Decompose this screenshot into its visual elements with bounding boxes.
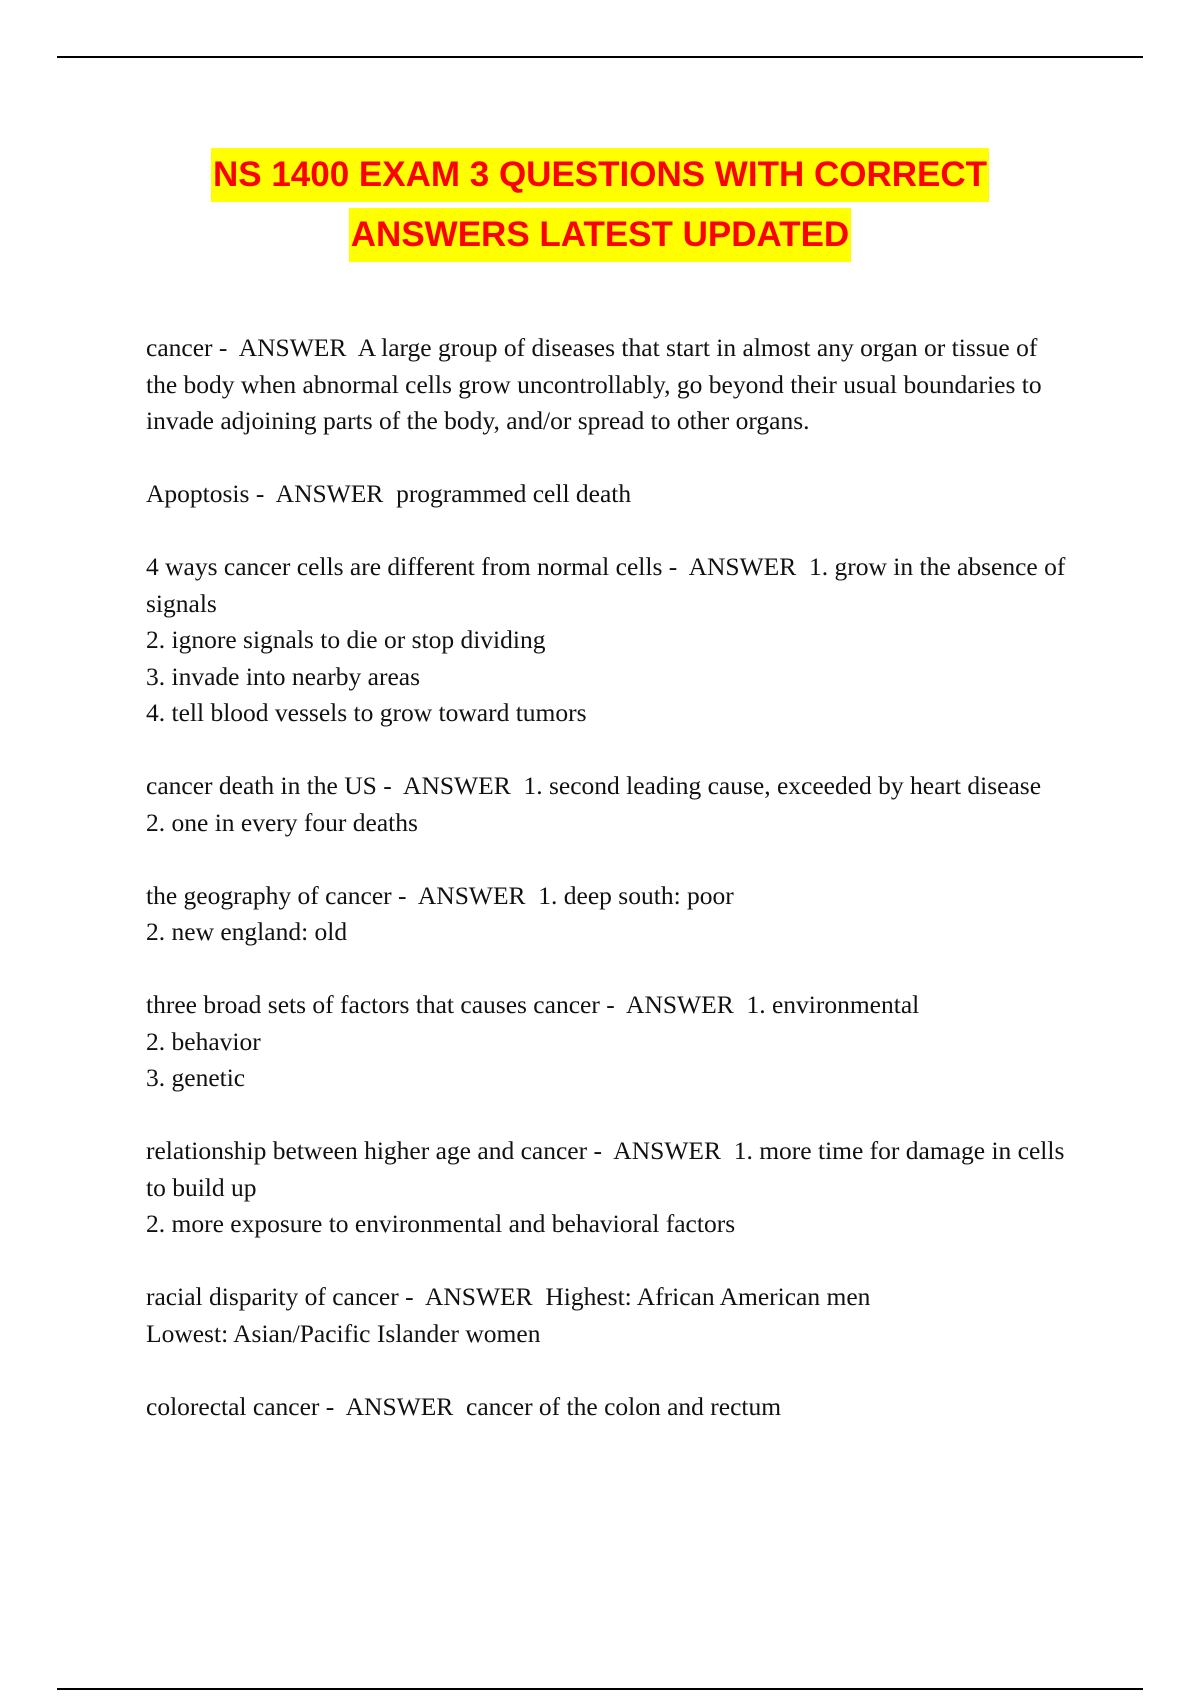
qa-answer: 1. second leading cause, exceeded by heart disease: [523, 771, 1042, 800]
bottom-rule: [57, 1688, 1143, 1690]
qa-answer: 1. environmental: [746, 990, 920, 1019]
qa-separator: - ANSWER: [319, 1391, 467, 1421]
qa-line: [146, 549, 1066, 622]
qa-answer-line: Lowest: Asian/Pacific Islander women: [146, 1318, 541, 1348]
qa-answer-line: 2. ignore signals to die or stop dividing: [146, 625, 546, 654]
qa-answer-line: 2. new england: old: [146, 917, 348, 946]
qa-separator: - ANSWER: [587, 1136, 734, 1165]
qa-term: racial disparity of cancer: [146, 1282, 399, 1311]
qa-answer-line: 3. genetic: [146, 1063, 246, 1092]
top-rule: [57, 56, 1143, 58]
title-line-1: NS 1400 EXAM 3 QUESTIONS WITH CORRECT: [211, 148, 989, 202]
qa-answer-line: 3. invade into nearby areas: [146, 661, 421, 691]
qa-item: [146, 1279, 1066, 1352]
qa-answer-line: 2. one in every four deaths: [146, 807, 418, 837]
qa-line: [146, 878, 1066, 915]
qa-item: [146, 476, 1066, 513]
qa-term: three broad sets of factors that causes cancer: [146, 990, 600, 1019]
qa-term: cancer death in the US: [146, 771, 377, 800]
qa-item: [146, 330, 1066, 440]
qa-list: [146, 330, 1066, 1462]
qa-term: relationship between higher age and cancer: [146, 1136, 588, 1165]
qa-answer: A large group of diseases that start in almost any organ or tissue of the body when abnormal cells grow uncontrollably, go beyond their usual boundaries to invade adjoining parts of the body, and/or spread to other organs.: [146, 333, 1042, 435]
qa-answer: 1. more time for damage in cells to build up: [146, 1136, 1065, 1202]
qa-separator: - ANSWER: [662, 552, 809, 581]
qa-line: [146, 476, 1066, 513]
qa-item: [146, 987, 1066, 1097]
qa-item: [146, 1389, 1066, 1426]
qa-item: [146, 1133, 1066, 1243]
qa-term: 4 ways cancer cells are different from normal cells: [146, 552, 663, 581]
qa-answer: 1. deep south: poor: [538, 880, 734, 910]
qa-term: Apoptosis: [146, 479, 250, 508]
qa-line: [146, 768, 1066, 805]
qa-separator: - ANSWER: [398, 1282, 546, 1311]
qa-separator: - ANSWER: [599, 990, 747, 1019]
qa-answer: 1. grow in the absence of signals: [146, 552, 1066, 618]
document-title: [0, 148, 1200, 262]
qa-separator: - ANSWER: [249, 479, 397, 508]
qa-item: [146, 878, 1066, 951]
qa-answer-line: 2. more exposure to environmental and behavioral factors: [146, 1209, 736, 1238]
qa-term: cancer: [146, 333, 213, 362]
qa-answer-line: 2. behavior: [146, 1026, 261, 1056]
qa-answer-line: 4. tell blood vessels to grow toward tumors: [146, 698, 587, 727]
qa-item: [146, 768, 1066, 841]
qa-line: [146, 1279, 1066, 1316]
qa-separator: - ANSWER: [212, 333, 358, 362]
qa-term: the geography of cancer: [146, 880, 392, 910]
qa-line: [146, 1133, 1066, 1206]
qa-term: colorectal cancer: [146, 1391, 320, 1421]
qa-line: [146, 1389, 1066, 1426]
qa-item: [146, 549, 1066, 732]
qa-line: [146, 330, 1066, 440]
qa-separator: - ANSWER: [391, 880, 539, 910]
title-line-2: ANSWERS LATEST UPDATED: [349, 208, 851, 262]
qa-answer: programmed cell death: [396, 479, 632, 508]
qa-answer: cancer of the colon and rectum: [466, 1391, 782, 1421]
qa-line: [146, 987, 1066, 1024]
qa-separator: - ANSWER: [376, 771, 524, 800]
qa-answer: Highest: African American men: [545, 1282, 871, 1311]
